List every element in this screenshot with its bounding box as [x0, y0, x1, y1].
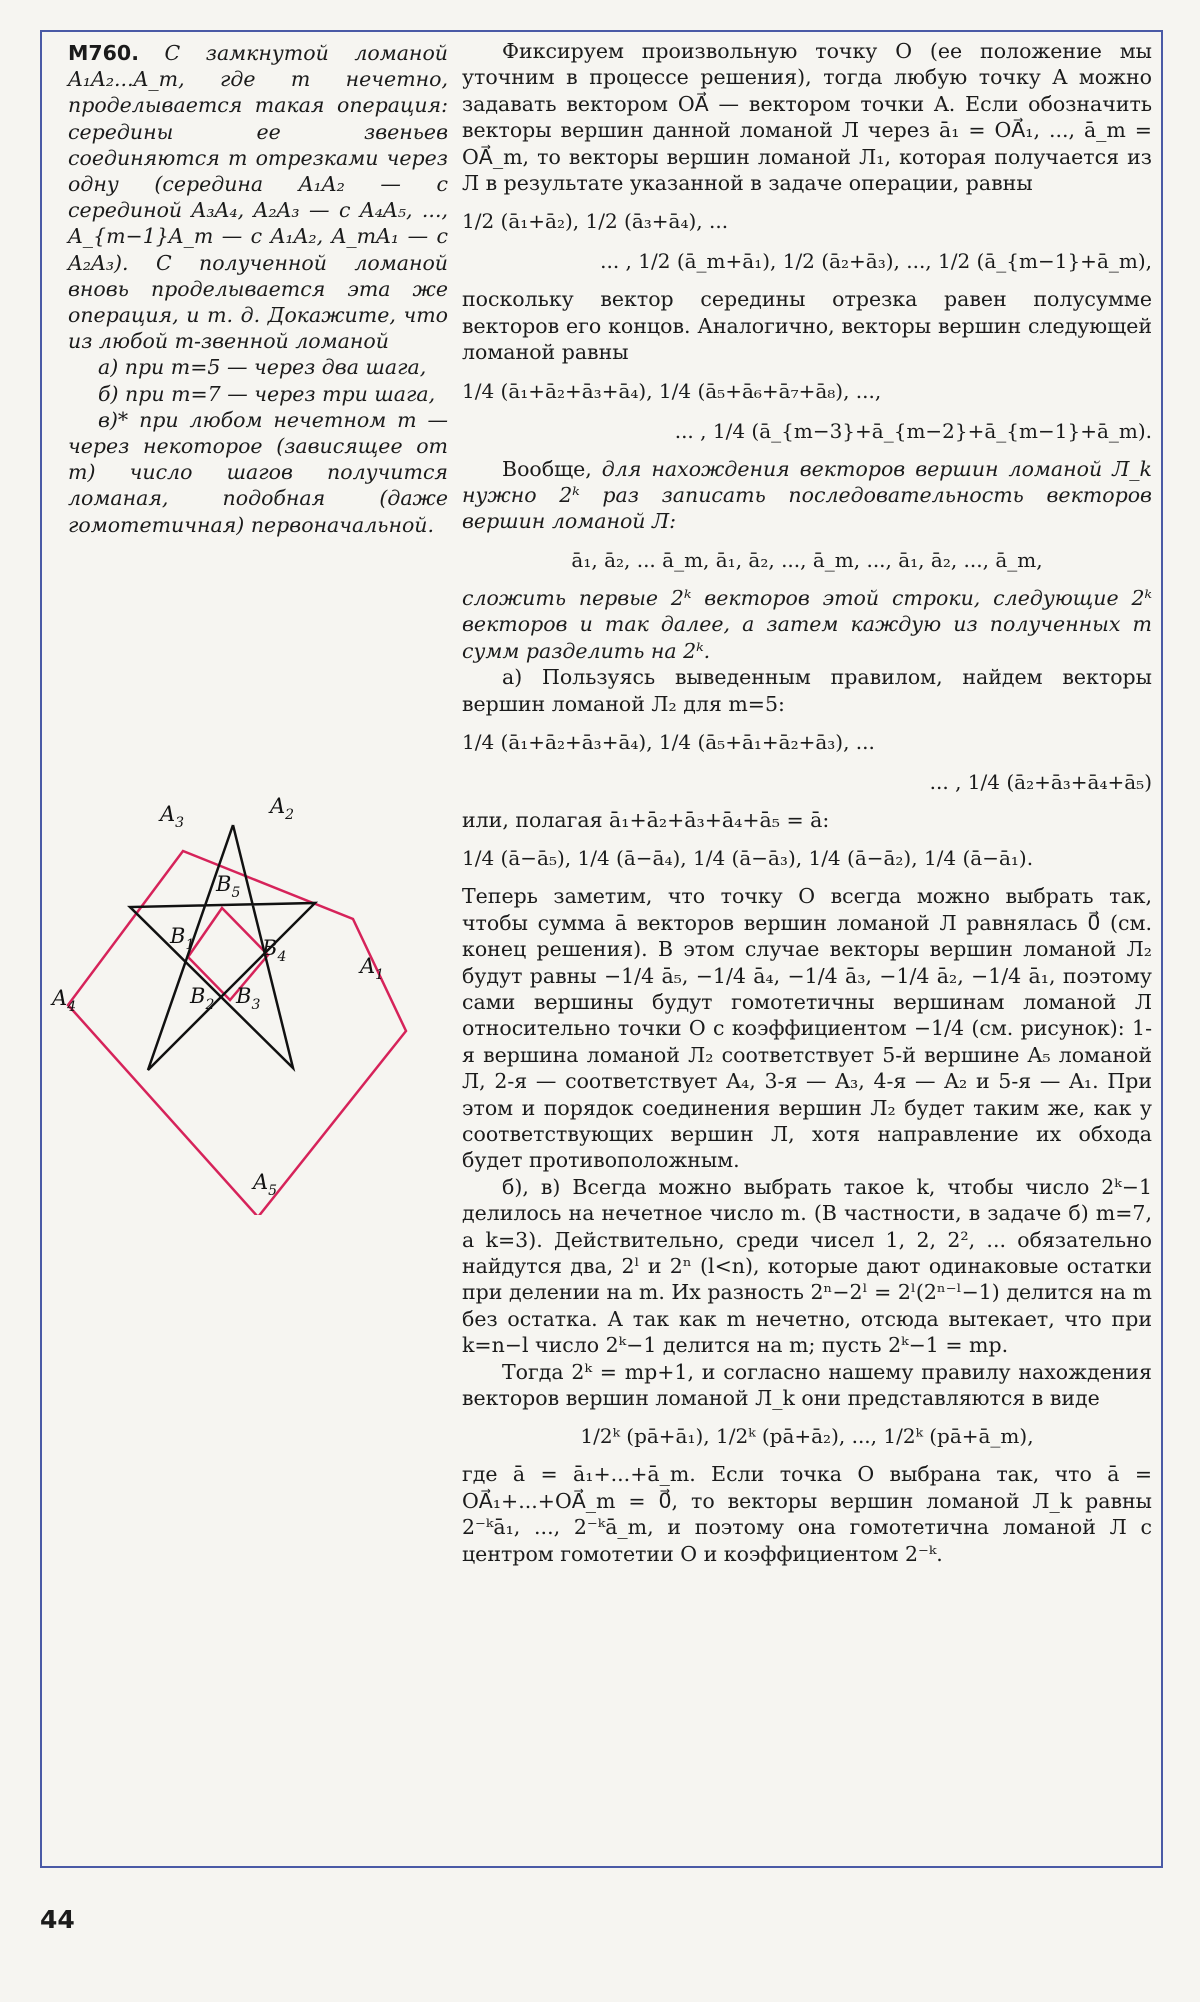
formula-1b: ... , 1/2 (ā_m+ā₁), 1/2 (ā₂+ā₃), ..., 1/2 (ā_{m−1}+ā_m),: [600, 249, 1152, 274]
solution-paragraph-9: Тогда 2ᵏ = mp+1, и согласно нашему правилу нахождения векторов вершин ломаной Л_k они представляются в виде: [462, 1359, 1152, 1411]
solution-paragraph-7: Теперь заметим, что точку O всегда можно выбрать так, чтобы сумма ā векторов вершин ломаной Л равнялась 0⃗ (см. конец решения). В этом случае векторы вершин ломаной Л₂ будут равны −1/4 ā₅, −1/4 ā₄, −1/4 ā₃, −1/4 ā₂, −1/4 ā₁, поэтому сами вершины будут гомотетичны вершинам ломаной Л относительно точки O с коэффициентом −1/4 (см. рисунок): 1-я вершина ломаной Л₂ соответствует 5-й вершине A₅ ломаной Л, 2-я — соответствует A₄, 3-я — A₃, 4-я — A₂ и 5-я — A₁. При этом и порядок соединения вершин Л₂ будет таким же, как у соответствующих вершин Л, хотя направление их обхода будет противоположным.: [462, 884, 1152, 1173]
solution-text: [462, 38, 1152, 1567]
label-B4: $B_4$: [262, 936, 287, 965]
solution-paragraph-1: Фиксируем произвольную точку O (ее положение мы уточним в процессе решения), тогда любую точку A можно задавать вектором OA⃗ — вектором точки A. Если обозначить векторы вершин данной ломаной Л через ā₁ = OA⃗₁, ..., ā_m = OA⃗_m, то векторы вершин ломаной Л₁, которая получается из Л в результате указанной в задаче операции, равны: [462, 39, 1152, 196]
formula-1a: 1/2 (ā₁+ā₂), 1/2 (ā₃+ā₄), ...: [462, 209, 729, 234]
label-A1: $A_1$: [360, 954, 385, 983]
formula-5b: ... , 1/4 (ā₂+ā₃+ā₄+ā₅): [929, 769, 1152, 794]
problem-part-b: б) при m=7 — через три шага,: [98, 381, 436, 406]
formula-3: ā₁, ā₂, ... ā_m, ā₁, ā₂, ..., ā_m, ..., ā₁, ā₂, ..., ā_m,: [571, 547, 1043, 572]
label-A3: $A_3$: [160, 802, 185, 831]
solution-paragraph-8: б), в) Всегда можно выбрать такое k, чтобы число 2ᵏ−1 делилось на нечетное число m. (В частности, в задаче б) m=7, а k=3). Действительно, среди чисел 1, 2, 2², ... обязательно найдутся два, 2ˡ и 2ⁿ (l<n), которые дают одинаковые остатки при делении на m. Их разность 2ⁿ−2ˡ = 2ˡ(2ⁿ⁻ˡ−1) делится на m без остатка. А так как m нечетно, отсюда вытекает, что при k=n−l число 2ᵏ−1 делится на m; пусть 2ᵏ−1 = mp.: [462, 1174, 1152, 1358]
problem-part-a: а) при m=5 — через два шага,: [98, 355, 427, 380]
label-A4: $A_4$: [52, 986, 77, 1015]
label-A2: $A_2$: [270, 795, 295, 823]
solution-paragraph-10: где ā = ā₁+...+ā_m. Если точка O выбрана так, что ā = OA⃗₁+...+OA⃗_m = 0⃗, то векторы вершин ломаной Л_k равны 2⁻ᵏā₁, ..., 2⁻ᵏā_m, и поэтому она гомотетична ломаной Л с центром гомотетии O и коэффициентом 2⁻ᵏ.: [462, 1462, 1152, 1566]
solution-paragraph-5: а) Пользуясь выведенным правилом, найдем векторы вершин ломаной Л₂ для m=5:: [462, 665, 1152, 716]
formula-2a: 1/4 (ā₁+ā₂+ā₃+ā₄), 1/4 (ā₅+ā₆+ā₇+ā₈), ...,: [462, 378, 882, 403]
label-A5: $A_5$: [253, 1170, 278, 1199]
solution-paragraph-3: Вообще, для нахождения векторов вершин ломаной Л_k нужно 2ᵏ раз записать последовательность векторов вершин ломаной Л:: [462, 456, 1152, 534]
formula-2b: ... , 1/4 (ā_{m−3}+ā_{m−2}+ā_{m−1}+ā_m).: [674, 418, 1152, 443]
formula-9: 1/2ᵏ (pā+ā₁), 1/2ᵏ (pā+ā₂), ..., 1/2ᵏ (pā+ā_m),: [580, 1424, 1034, 1449]
label-B1: $B_1$: [170, 924, 195, 953]
page-number: 44: [40, 1905, 75, 1934]
figure-pentagon-star: [48, 795, 468, 1215]
problem-id: M760.: [68, 41, 139, 65]
solution-paragraph-2: поскольку вектор середины отрезка равен полусумме векторов его концов. Аналогично, векторы вершин следующей ломаной равны: [462, 287, 1152, 365]
formula-5a: 1/4 (ā₁+ā₂+ā₃+ā₄), 1/4 (ā₅+ā₁+ā₂+ā₃), ...: [462, 729, 875, 754]
solution-paragraph-4: сложить первые 2ᵏ векторов этой строки, следующие 2ᵏ векторов и так далее, а затем каждую из полученных m сумм разделить на 2ᵏ.: [462, 585, 1152, 663]
problem-text: С замкнутой ломаной A₁A₂...A_m, где m нечетно, проделывается такая операция: середины ее звеньев соединяются m отрезками через одну (середина A₁A₂ — с серединой A₃A₄, A₂A₃ — с A₄A₅, ..., A_{m−1}A_m — с A₁A₂, A_mA₁ — с A₂A₃). С полученной ломаной вновь проделывается эта же операция, и т. д. Докажите, что из любой m-звенной ломаной: [68, 41, 448, 354]
problem-part-c: в)* при любом нечетном m — через некоторое (зависящее от m) число шагов получится ломаная, подобная (даже гомотетичная) первоначальной.: [68, 407, 448, 537]
formula-6: 1/4 (ā−ā₅), 1/4 (ā−ā₄), 1/4 (ā−ā₃), 1/4 (ā−ā₂), 1/4 (ā−ā₁).: [462, 846, 1034, 871]
solution-paragraph-6: или, полагая ā₁+ā₂+ā₃+ā₄+ā₅ = ā:: [462, 807, 830, 832]
label-B3: $B_3$: [236, 984, 261, 1013]
label-B2: $B_2$: [190, 984, 215, 1013]
problem-statement: [68, 40, 448, 538]
label-B5: $B_5$: [216, 872, 241, 901]
star-lines: [130, 825, 315, 1070]
